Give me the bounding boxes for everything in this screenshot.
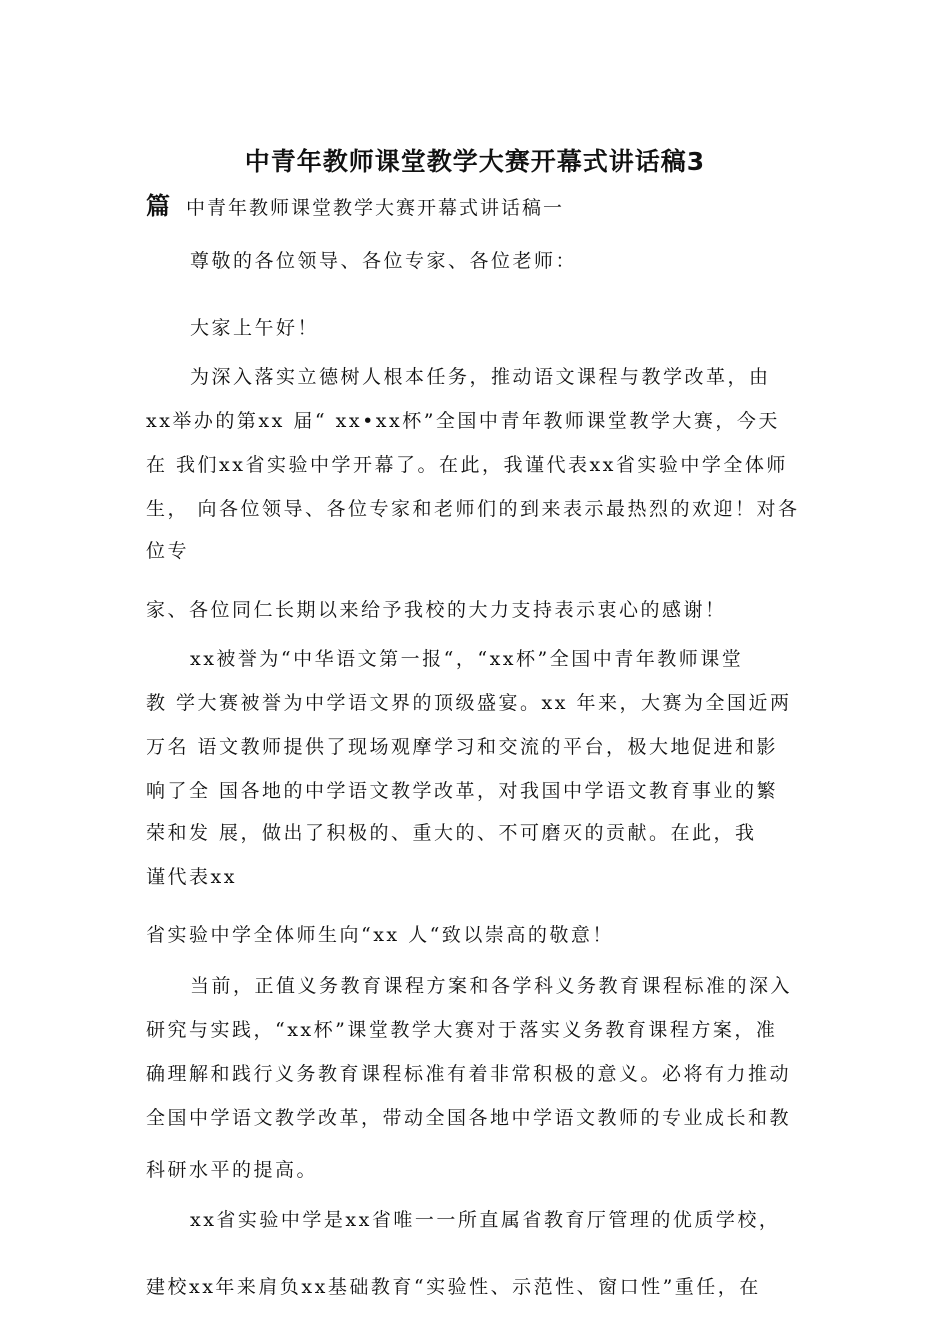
text-line: 位专 [146,540,190,562]
subtitle-prefix: 篇 [146,192,172,220]
text-line: 生， 向各位领导、各位专家和老师们的到来表示最热烈的欢迎！对各 [146,498,800,520]
subtitle-text: 中青年教师课堂教学大赛开幕式讲话稿一 [186,197,565,219]
text-line: 尊敬的各位领导、各位专家、各位老师： [190,250,578,272]
text-line: 在 我们xx省实验中学开幕了。在此，我谨代表xx省实验中学全体师 [146,454,788,476]
text-line: xx举办的第xx 届“ xx•xx杯”全国中青年教师课堂教学大赛，今天 [146,410,780,432]
text-line: 科研水平的提高。 [146,1159,319,1181]
text-line: 当前，正值义务教育课程方案和各学科义务教育课程标准的深入 [190,975,793,997]
text-line: 为深入落实立德树人根本任务，推动语文课程与教学改革，由 [190,366,771,388]
text-line: xx省实验中学是xx省唯一一所直属省教育厅管理的优质学校， [190,1209,781,1231]
document-subtitle-row [146,186,564,221]
text-line: 响了全 国各地的中学语文教学改革，对我国中学语文教育事业的繁 [146,780,779,802]
text-line: 谨代表xx [146,866,237,888]
text-line: 全国中学语文教学改革，带动全国各地中学语文教师的专业成长和教 [146,1107,792,1129]
text-line: 家、各位同仁长期以来给予我校的大力支持表示衷心的感谢！ [146,599,727,621]
text-line: 万名 语文教师提供了现场观摩学习和交流的平台，极大地促进和影 [146,736,779,758]
text-line: 荣和发 展，做出了积极的、重大的、不可磨灭的贡献。在此，我 [146,822,757,844]
text-line: 建校xx年来肩负xx基础教育“实验性、示范性、窗口性”重任，在 [146,1276,761,1298]
text-line: 省实验中学全体师生向“xx 人“致以崇高的敬意！ [146,924,614,946]
text-line: xx被誉为“中华语文第一报“，“xx杯”全国中青年教师课堂 [190,648,744,670]
text-line: 研究与实践，“xx杯”课堂教学大赛对于落实义务教育课程方案，准 [146,1019,778,1041]
text-line: 确理解和践行义务教育课程标准有着非常积极的意义。必将有力推动 [146,1063,792,1085]
text-line: 教 学大赛被誉为中学语文界的顶级盛宴。xx 年来，大赛为全国近两 [146,692,792,714]
text-line: 大家上午好！ [190,317,320,339]
document-title: 中青年教师课堂教学大赛开幕式讲话稿3 [244,147,706,176]
